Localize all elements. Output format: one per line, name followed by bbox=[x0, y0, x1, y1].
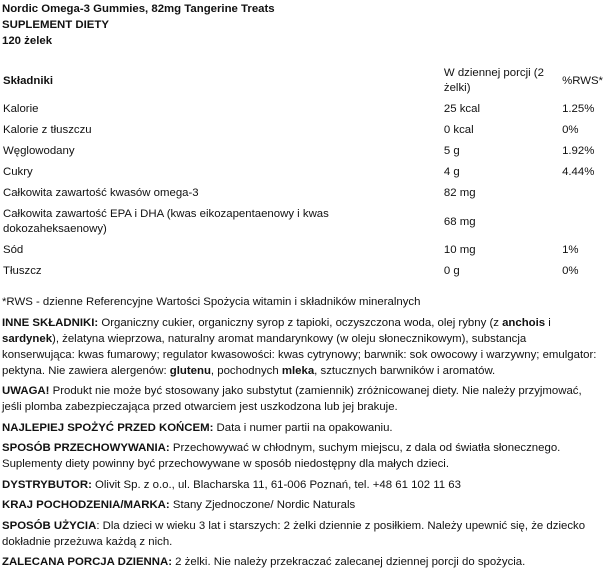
table-row bbox=[2, 162, 603, 183]
best-before bbox=[2, 420, 601, 436]
section-label: ZALECANA PORCJA DZIENNA: bbox=[2, 556, 173, 568]
row-name: Węglowodany bbox=[3, 145, 75, 157]
warning bbox=[2, 383, 601, 415]
text: ), żelatyna wieprzowa, naturalny aromat mandarynkowy (w oleju słonecznikowym), substancja konserwująca: kwas fumarowy; regulator kwasowości: kwas cytrynowy; barwnik: sok owocowy i warzywny; emulgator: pektyna. Nie zawiera alergenów: bbox=[2, 332, 597, 377]
row-value: 0 kcal bbox=[443, 124, 474, 136]
row-value: 25 kcal bbox=[443, 103, 480, 115]
allergen: sardynek bbox=[2, 332, 53, 345]
allergen: mleka bbox=[281, 364, 315, 377]
row-rws bbox=[561, 183, 603, 204]
row-rws: 0% bbox=[562, 265, 579, 277]
rws-footnote: *RWS - dzienne Referencyjne Wartości Spożycia witamin i składników mineralnych bbox=[2, 296, 421, 308]
table-row bbox=[2, 141, 603, 162]
text: 2 żelki. Nie należy przekraczać zalecanej dziennej porcji do spożycia. bbox=[172, 556, 526, 568]
section-label: DYSTRYBUTOR: bbox=[2, 478, 92, 491]
row-name: Tłuszcz bbox=[3, 265, 42, 277]
product-title: Nordic Omega-3 Gummies, 82mg Tangerine Treats bbox=[2, 3, 275, 15]
text: , pochodnych bbox=[210, 364, 282, 377]
table-row bbox=[2, 183, 603, 204]
row-value: 4 g bbox=[443, 166, 460, 178]
text: , sztucznych barwników i aromatów. bbox=[314, 364, 496, 377]
table-row bbox=[2, 240, 603, 261]
text: Przechowywać w chłodnym, suchym miejscu, z dala od światła słonecznego. Suplementy diety powinny być przechowywane w sposób niedostępny dla małych dzieci. bbox=[2, 442, 561, 470]
storage bbox=[2, 440, 601, 472]
row-value: 0 g bbox=[443, 265, 460, 277]
row-value: 10 mg bbox=[443, 244, 476, 256]
table-row bbox=[2, 261, 603, 282]
text: Stany Zjednoczone/ Nordic Naturals bbox=[169, 499, 356, 511]
distributor bbox=[2, 477, 601, 493]
section-label: NAJLEPIEJ SPOŻYĆ PRZED KOŃCEM: bbox=[2, 421, 214, 434]
row-name: Kalorie z tłuszczu bbox=[3, 124, 92, 136]
col-name-header: Składniki bbox=[3, 74, 54, 87]
daily-dose bbox=[2, 554, 601, 570]
row-name: Całkowita zawartość EPA i DHA (kwas eikozapentaenowy i kwas dokozaheksaenowy) bbox=[3, 208, 329, 235]
text: Olivit Sp. z o.o., ul. Blacharska 11, 61-006 Poznań, tel. +48 61 102 11 63 bbox=[91, 478, 461, 491]
section-label: UWAGA! bbox=[2, 385, 50, 397]
section-label: INNE SKŁADNIKI: bbox=[2, 316, 99, 329]
table-row bbox=[2, 204, 603, 240]
section-label: SPOSÓB PRZECHOWYWANIA: bbox=[2, 442, 170, 454]
col-rws-header: %RWS* bbox=[562, 74, 603, 87]
row-rws: 4.44% bbox=[562, 166, 595, 178]
table-header bbox=[2, 63, 603, 99]
row-name: Całkowita zawartość kwasów omega-3 bbox=[3, 187, 199, 199]
row-rws: 0% bbox=[562, 124, 579, 136]
row-rws: 1.25% bbox=[562, 103, 595, 115]
usage bbox=[2, 518, 601, 550]
text: Data i numer partii na opakowaniu. bbox=[213, 421, 393, 434]
row-name: Kalorie bbox=[3, 103, 39, 115]
row-value: 5 g bbox=[443, 145, 460, 157]
row-rws: 1% bbox=[562, 244, 579, 256]
text: i bbox=[545, 316, 551, 329]
text: : Dla dzieci w wieku 3 lat i starszych: 2 żelki dziennie z posiłkiem. Należy upewnić się, że dziecko dokładnie przeżuwa każdą z nich. bbox=[2, 519, 586, 548]
section-label: SPOSÓB UŻYCIA bbox=[2, 519, 97, 532]
section-label: KRAJ POCHODZENIA/MARKA: bbox=[2, 499, 170, 511]
product-count: 120 żelek bbox=[2, 35, 53, 47]
text: Organiczny cukier, organiczny syrop z tapioki, oczyszczona woda, olej rybny (z bbox=[98, 316, 503, 329]
origin bbox=[2, 497, 601, 513]
col-value-header: W dziennej porcji (2 żelki) bbox=[443, 67, 544, 94]
allergen: anchois bbox=[502, 316, 546, 329]
row-value: 82 mg bbox=[443, 187, 476, 199]
text: Produkt nie może być stosowany jako substytut (zamiennik) zróżnicowanej diety. Nie należy przyjmować, jeśli plomba zabezpieczająca przed otwarciem jest uszkodzona lub jej brakuje. bbox=[2, 385, 582, 413]
row-rws bbox=[561, 204, 603, 240]
row-name: Sód bbox=[3, 244, 24, 256]
row-value: 68 mg bbox=[443, 215, 476, 228]
product-type: SUPLEMENT DIETY bbox=[2, 19, 109, 31]
table-row bbox=[2, 120, 603, 141]
row-rws: 1.92% bbox=[562, 145, 595, 157]
table-row bbox=[2, 99, 603, 120]
nutrition-table bbox=[2, 63, 603, 282]
row-name: Cukry bbox=[3, 166, 33, 178]
other-ingredients bbox=[2, 315, 601, 379]
allergen: glutenu bbox=[169, 364, 211, 377]
